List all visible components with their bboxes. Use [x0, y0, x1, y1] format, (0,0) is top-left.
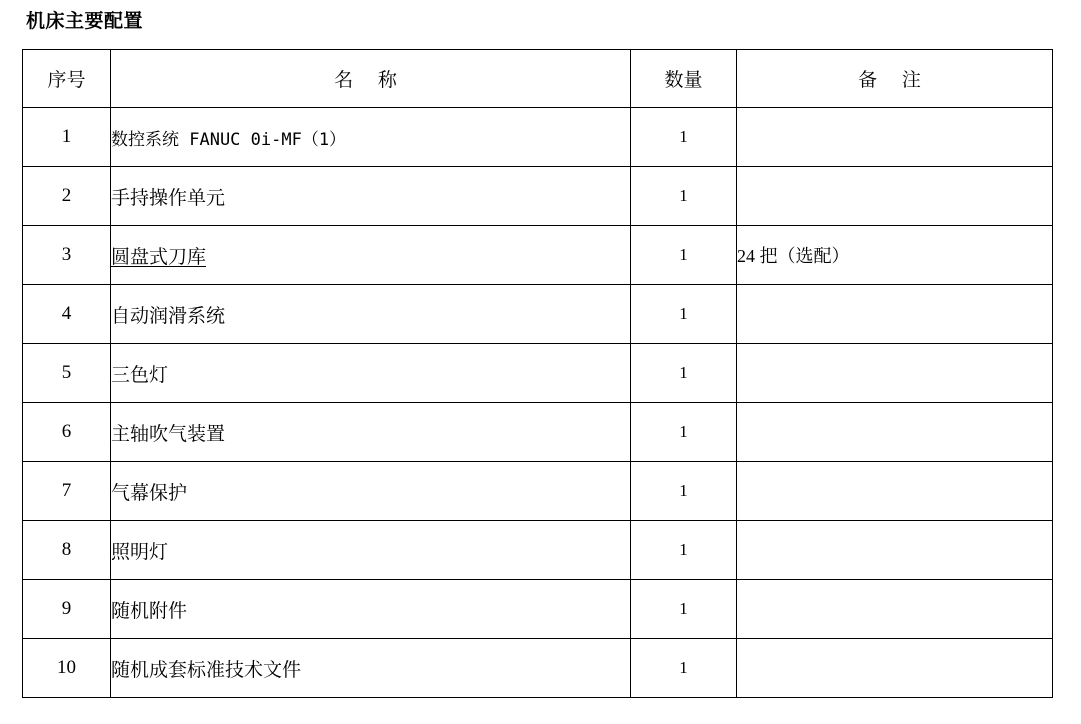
table-row: [23, 639, 1053, 698]
table-row: [23, 226, 1053, 285]
cell-qty: 1: [631, 521, 737, 580]
cell-note: [737, 521, 1053, 580]
cell-no: 5: [23, 344, 111, 403]
column-header-qty: 数量: [631, 50, 737, 108]
cell-qty: 1: [631, 285, 737, 344]
cell-no: 7: [23, 462, 111, 521]
page-title: 机床主要配置: [26, 11, 144, 32]
table-row: [23, 521, 1053, 580]
document-page: [0, 12, 1081, 724]
cell-no: 8: [23, 521, 111, 580]
cell-note: [737, 403, 1053, 462]
table-row: [23, 580, 1053, 639]
cell-qty: 1: [631, 580, 737, 639]
cell-no: 9: [23, 580, 111, 639]
cell-no: 1: [23, 108, 111, 167]
cell-note: 24 把（选配）: [737, 226, 1053, 285]
cell-name: 照明灯: [111, 521, 631, 580]
cell-qty: 1: [631, 108, 737, 167]
cell-no: 4: [23, 285, 111, 344]
cell-name: 自动润滑系统: [111, 285, 631, 344]
cell-no: 3: [23, 226, 111, 285]
cell-note: [737, 167, 1053, 226]
cell-name: 数控系统 FANUC 0i-MF（1）: [111, 108, 631, 167]
table-row: [23, 344, 1053, 403]
cell-no: 10: [23, 639, 111, 698]
cell-name: 随机成套标准技术文件: [111, 639, 631, 698]
cell-note: [737, 285, 1053, 344]
table-row: [23, 462, 1053, 521]
cell-qty: 1: [631, 639, 737, 698]
column-header-no: 序号: [23, 50, 111, 108]
cell-qty: 1: [631, 344, 737, 403]
config-table-container: [22, 49, 1052, 698]
cell-name: 三色灯: [111, 344, 631, 403]
cell-qty: 1: [631, 462, 737, 521]
cell-name: 圆盘式刀库: [111, 226, 631, 285]
column-header-note: 备 注: [737, 50, 1053, 108]
table-row: [23, 403, 1053, 462]
machine-config-table: [22, 49, 1053, 698]
cell-name: 随机附件: [111, 580, 631, 639]
cell-note: [737, 462, 1053, 521]
cell-no: 2: [23, 167, 111, 226]
cell-note: [737, 344, 1053, 403]
cell-note: [737, 580, 1053, 639]
column-header-name: 名 称: [111, 50, 631, 108]
cell-note: [737, 108, 1053, 167]
table-header-row: [23, 50, 1053, 108]
table-row: [23, 167, 1053, 226]
cell-no: 6: [23, 403, 111, 462]
cell-name: 手持操作单元: [111, 167, 631, 226]
table-row: [23, 285, 1053, 344]
cell-note: [737, 639, 1053, 698]
cell-qty: 1: [631, 167, 737, 226]
cell-qty: 1: [631, 403, 737, 462]
cell-name: 主轴吹气装置: [111, 403, 631, 462]
table-row: [23, 108, 1053, 167]
cell-qty: 1: [631, 226, 737, 285]
cell-name: 气幕保护: [111, 462, 631, 521]
